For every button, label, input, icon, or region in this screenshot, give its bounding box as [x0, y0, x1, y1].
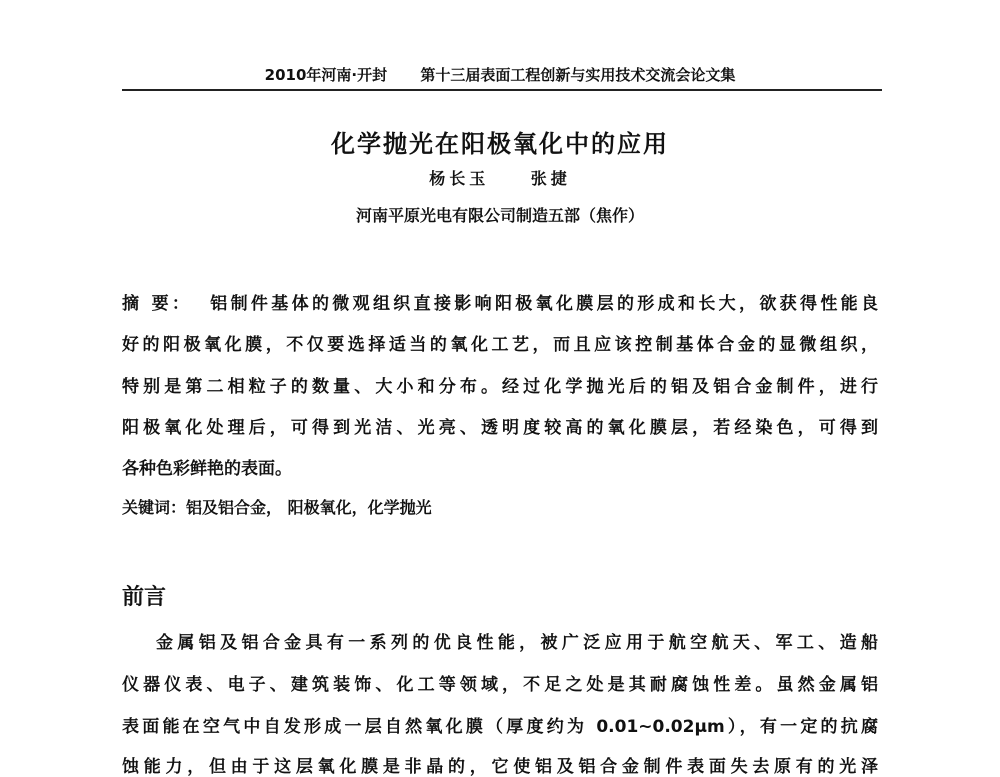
header-rule	[122, 89, 882, 91]
body-line: 蚀能力，但由于这层氧化膜是非晶的，它使铝及铝合金制件表面失去原有的光泽	[122, 757, 878, 777]
keywords	[122, 495, 432, 518]
abstract-label: 摘 要：	[122, 294, 193, 314]
header-location: 2010年河南·开封	[264, 66, 388, 84]
abstract-text: 铝制件基体的微观组织直接影响阳极氧化膜层的形成和长大，欲获得性能良	[210, 294, 879, 314]
body-line: 金属铝及铝合金具有一系列的优良性能，被广泛应用于航空航天、军工、造船	[156, 633, 878, 653]
keywords-value: 铝及铝合金， 阳极氧化，化学抛光	[186, 498, 432, 517]
abstract-line: 特别是第二相粒子的数量、大小和分布。经过化学抛光后的铝及铝合金制件，进行	[122, 377, 878, 397]
abstract-line: 各种色彩鲜艳的表面。	[122, 459, 292, 479]
abstract-line	[122, 289, 878, 314]
authors	[0, 166, 1000, 189]
keywords-label: 关键词：	[122, 498, 187, 517]
running-header	[0, 64, 1000, 85]
header-proceedings: 第十三届表面工程创新与实用技术交流会论文集	[420, 66, 736, 84]
author: 张捷	[530, 169, 571, 188]
abstract-line: 阳极氧化处理后，可得到光洁、光亮、透明度较高的氧化膜层，若经染色，可得到	[122, 418, 878, 438]
affiliation: 河南平原光电有限公司制造五部（焦作）	[355, 206, 644, 225]
section-heading: 前言	[122, 585, 167, 610]
body-line: 仪器仪表、电子、建筑装饰、化工等领域，不足之处是其耐腐蚀性差。虽然金属铝	[122, 675, 878, 695]
body-line: 表面能在空气中自发形成一层自然氧化膜（厚度约为 0.01~0.02μm），有一定的抗腐	[122, 717, 878, 737]
abstract-line: 好的阳极氧化膜，不仅要选择适当的氧化工艺，而且应该控制基体合金的显微组织，	[122, 335, 878, 355]
paper-title: 化学抛光在阳极氧化中的应用	[331, 130, 669, 158]
author: 杨长玉	[429, 169, 490, 188]
